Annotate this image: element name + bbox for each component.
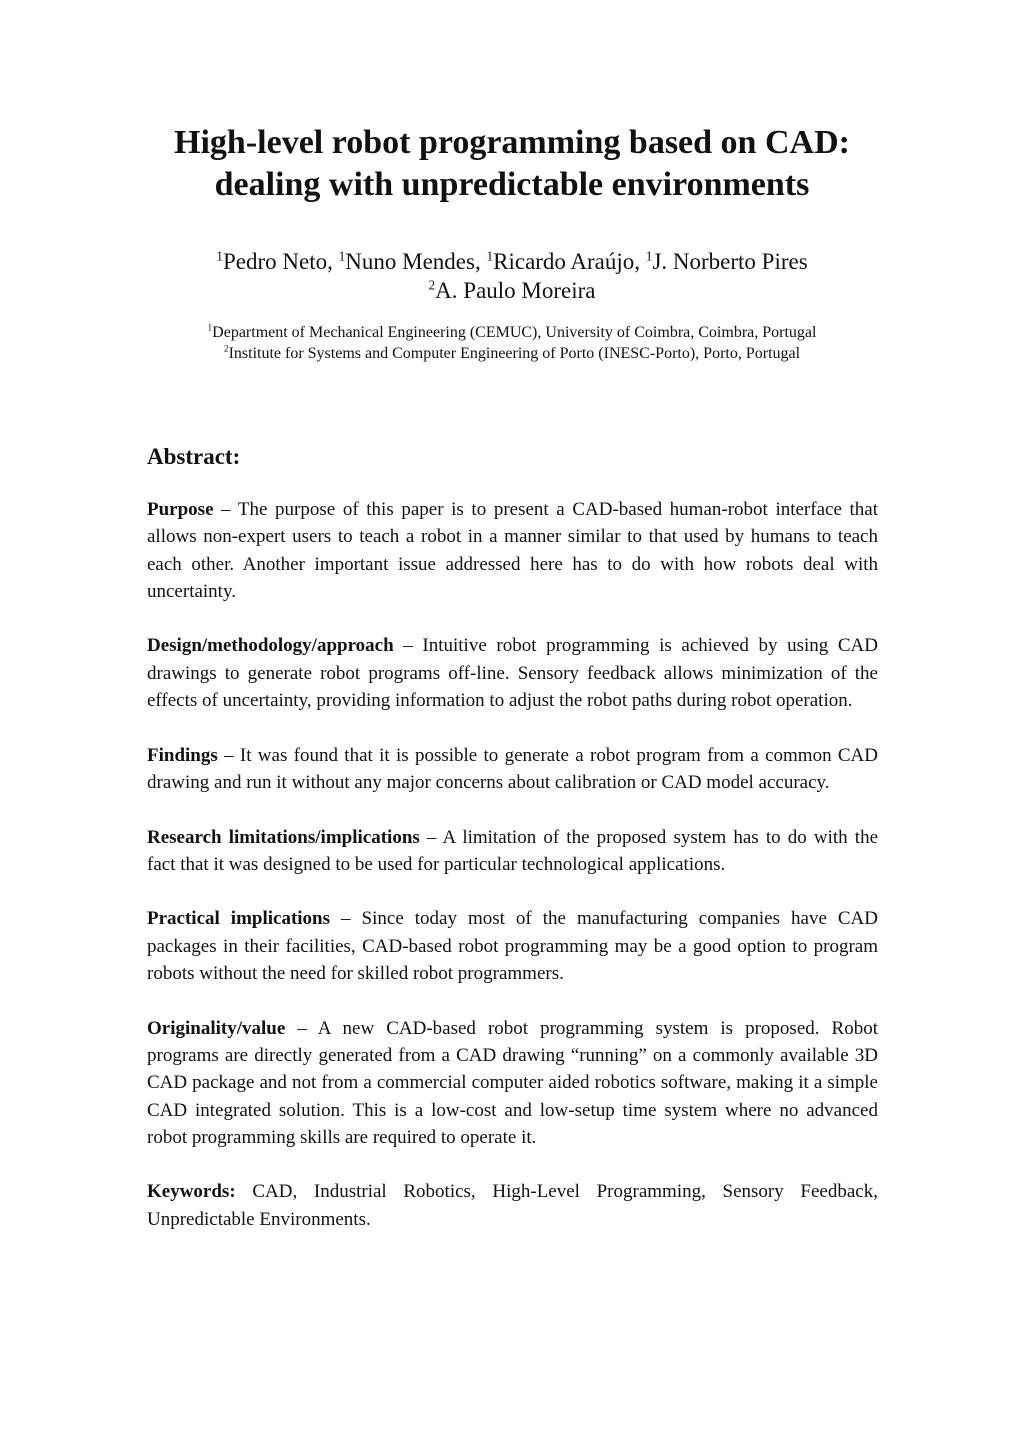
abstract-body (147, 496, 878, 1260)
paper-title-line-1: High-level robot programming based on CAD: (174, 124, 850, 161)
affiliation-text: Department of Mechanical Engineering (CEMUC), University of Coimbra, Coimbra, Portugal (212, 324, 817, 341)
paper-title (100, 122, 924, 206)
section-text: – A new CAD-based robot programming system is proposed. Robot programs are directly generated from a CAD drawing “running” on a commonly available 3D CAD package and not from a commercial computer aided robotics software, making it a simple CAD integrated solution. This is a low-cost and low-setup time system where no advanced robot programming skills are required to operate it. (147, 1017, 878, 1148)
paper-title-line-2: dealing with unpredictable environments (214, 166, 810, 203)
author-line-2 (100, 276, 924, 305)
section-label: Originality/value (147, 1017, 286, 1039)
section-label: Findings (147, 744, 218, 766)
affiliation-2 (100, 343, 924, 364)
author-affiliation-mark: 1 (338, 248, 346, 264)
section-label: Design/methodology/approach (147, 635, 394, 657)
abstract-purpose (147, 496, 878, 605)
section-text: – The purpose of this paper is to present a CAD-based human-robot interface that allows non-expert users to teach a robot in a manner similar to that used by humans to teach each other. Another important issue addressed here has to do with how robots deal with uncertainty. (147, 499, 878, 602)
author-affiliation-mark: 1 (486, 248, 494, 264)
abstract-keywords (147, 1178, 878, 1233)
author-name: Nuno Mendes, (345, 249, 487, 274)
affiliation-list (100, 322, 924, 364)
section-text: – It was found that it is possible to generate a robot program from a common CAD drawing and run it without any major concerns about calibration or CAD model accuracy. (147, 744, 878, 793)
section-text: – Intuitive robot programming is achieved by using CAD drawings to generate robot programs off-line. Sensory feedback allows minimization of the effects of uncertainty, providing information to adjust the robot paths during robot operation. (147, 635, 878, 712)
section-text: – A limitation of the proposed system has to do with the fact that it was designed to be used for particular technological applications. (147, 826, 879, 875)
abstract-heading: Abstract: (147, 444, 241, 469)
author-name: J. Norberto Pires (652, 249, 808, 274)
author-name: Pedro Neto, (222, 249, 339, 274)
abstract-findings (147, 742, 878, 797)
affiliation-1 (100, 322, 924, 343)
section-label: Research limitations/implications (147, 826, 420, 848)
section-text: – Since today most of the manufacturing companies have CAD packages in their facilities, CAD-based robot programming may be a good option to program robots without the need for skilled robot programmers. (147, 908, 878, 985)
abstract-design-methodology (147, 632, 878, 714)
section-text: CAD, Industrial Robotics, High-Level Programming, Sensory Feedback, Unpredictable Environments. (147, 1181, 878, 1230)
section-label: Keywords: (147, 1181, 236, 1203)
author-affiliation-mark: 1 (645, 248, 653, 264)
author-list (100, 247, 924, 305)
affiliation-mark: 2 (223, 344, 229, 355)
abstract-research-limitations (147, 824, 878, 879)
section-label: Purpose (147, 499, 214, 520)
author-affiliation-mark: 2 (428, 277, 436, 293)
author-name: A. Paulo Moreira (435, 278, 596, 303)
abstract-practical-implications (147, 905, 878, 987)
author-affiliation-mark: 1 (216, 248, 223, 264)
section-label: Practical implications (147, 908, 331, 930)
affiliation-mark: 1 (207, 323, 213, 334)
author-name: Ricardo Araújo, (493, 249, 646, 274)
author-line-1 (100, 247, 924, 276)
abstract-originality-value (147, 1015, 878, 1151)
affiliation-text: Institute for Systems and Computer Engineering of Porto (INESC-Porto), Porto, Portugal (228, 345, 801, 362)
